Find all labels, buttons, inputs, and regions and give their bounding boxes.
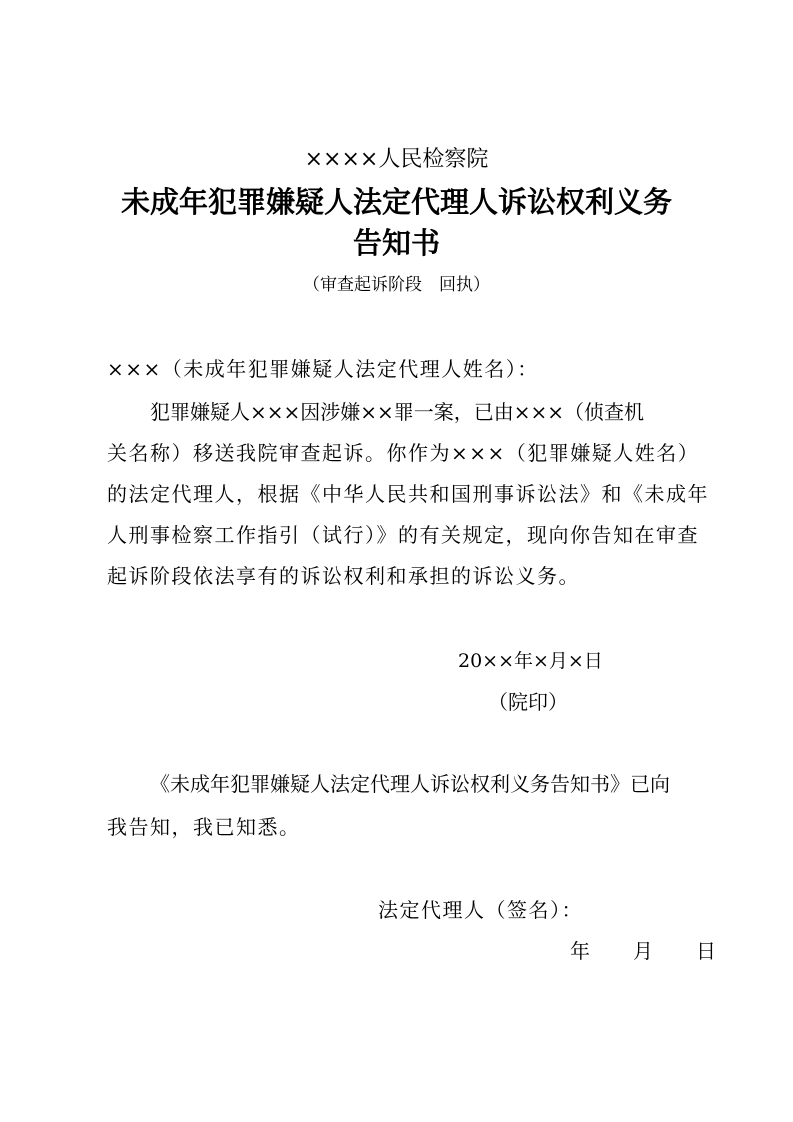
- paragraph-line-5: 起诉阶段依法享有的诉讼权利和承担的诉讼义务。: [107, 564, 580, 588]
- paragraph-line-3: 的法定代理人，根据《中华人民共和国刑事诉讼法》和《未成年: [107, 482, 709, 506]
- document-title-line-1: 未成年犯罪嫌疑人法定代理人诉讼权利义务: [120, 185, 672, 219]
- court-seal-label: （院印）: [488, 690, 568, 714]
- document-title-line-2: 告知书: [352, 226, 440, 260]
- organization-name: ××××人民检察院: [304, 147, 489, 172]
- paragraph-line-4: 人刑事检察工作指引（试行）》的有关规定，现向你告知在审查: [107, 523, 699, 547]
- receipt-line-2: 我告知，我已知悉。: [107, 815, 301, 839]
- signature-label: 法定代理人（签名）：: [378, 898, 583, 922]
- receipt-line-1: 《未成年犯罪嫌疑人法定代理人诉讼权利义务告知书》已向: [150, 772, 670, 796]
- signature-date: 年 月 日: [570, 939, 717, 963]
- issue-date: 20××年×月×日: [458, 650, 603, 672]
- paragraph-line-1: 犯罪嫌疑人×××因涉嫌××罪一案，已由×××（侦查机: [150, 400, 645, 424]
- document-subtitle: （审查起诉阶段 回执）: [303, 275, 490, 295]
- paragraph-line-2: 关名称）移送我院审查起诉。你作为×××（犯罪嫌疑人姓名）: [107, 441, 700, 465]
- salutation: ×××（未成年犯罪嫌疑人法定代理人姓名）：: [107, 357, 539, 381]
